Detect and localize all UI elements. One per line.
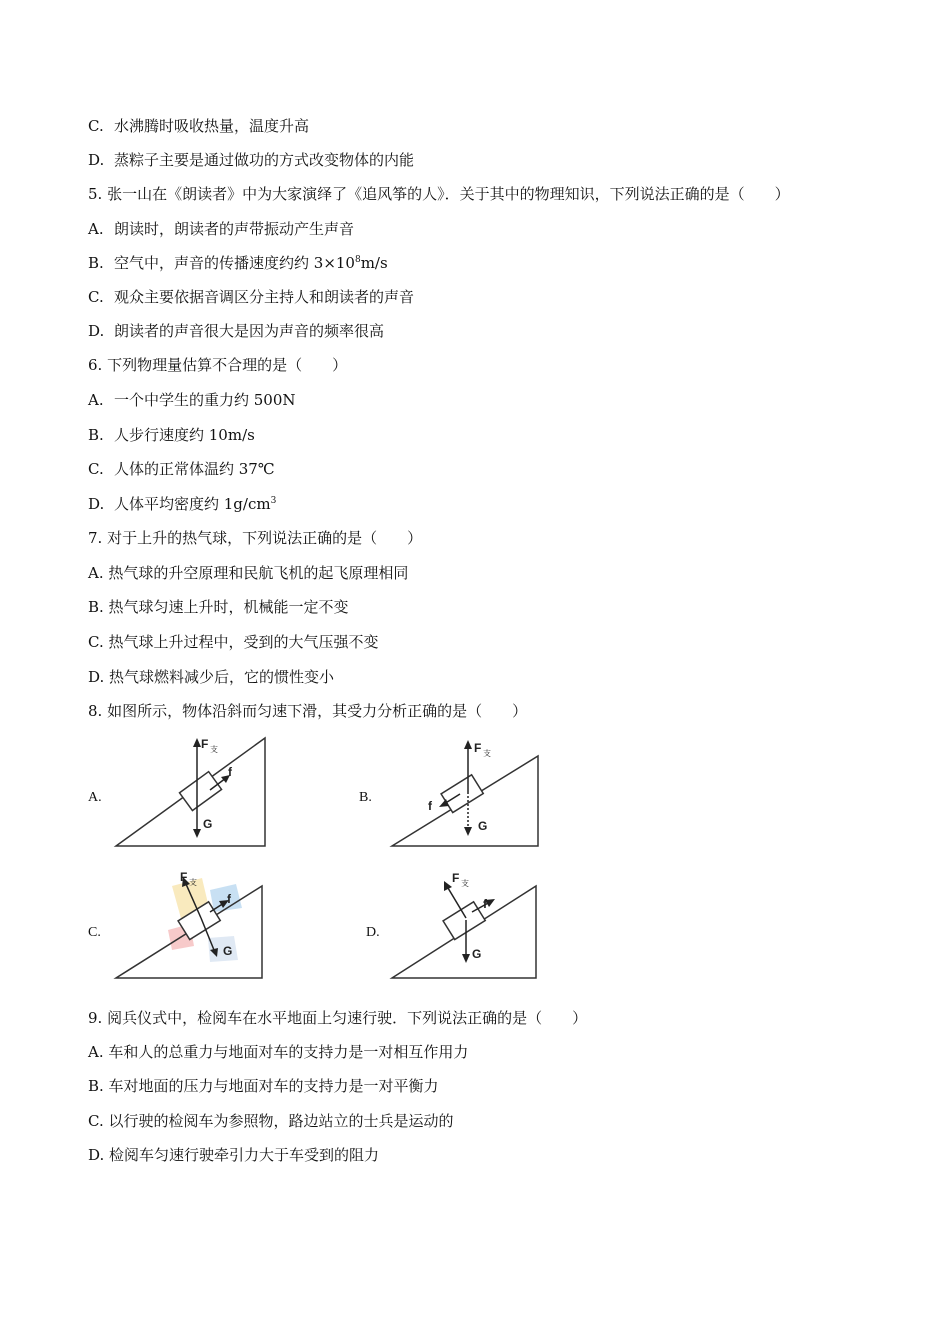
force-f-sub: 支 bbox=[189, 878, 197, 887]
block bbox=[441, 775, 483, 813]
option-d-prev: D. 蒸粽子主要是通过做功的方式改变物体的内能 bbox=[88, 151, 415, 169]
force-f-sub: 支 bbox=[210, 745, 218, 754]
force-small-f-label: f bbox=[227, 892, 231, 906]
force-g-label: G bbox=[223, 944, 233, 958]
q5-stem: 5. 张一山在《朗读者》中为大家演绎了《追风筝的人》．关于其中的物理知识，下列说法正确的是（ ） bbox=[88, 185, 790, 203]
force-f-label: F bbox=[474, 741, 482, 755]
q6-option-d: D. 人体平均密度约 $1g/cm^3$ bbox=[88, 495, 277, 513]
force-g-label: G bbox=[478, 819, 488, 833]
force-f-sub: 支 bbox=[461, 879, 469, 888]
q5-option-a: A. 朗读时，朗读者的声带振动产生声音 bbox=[88, 220, 355, 238]
q5-option-b: B. 空气中，声音的传播速度约约 $3\times 10^8m/s$ bbox=[88, 254, 388, 272]
q6-option-c: C. 人体的正常体温约 37℃ bbox=[88, 460, 275, 478]
force-g-label: G bbox=[472, 947, 482, 961]
force-f-sub: 支 bbox=[483, 749, 491, 758]
q9-option-d: D. 检阅车匀速行驶牵引力大于车受到的阻力 bbox=[88, 1146, 380, 1164]
q7-stem: 7. 对于上升的热气球，下列说法正确的是（ ） bbox=[88, 529, 423, 547]
fig-d-diagram bbox=[386, 866, 546, 984]
q5-option-c: C. 观众主要依据音调区分主持人和朗读者的声音 bbox=[88, 288, 415, 306]
q6-stem: 6. 下列物理量估算不合理的是（ ） bbox=[88, 356, 348, 374]
q9-option-b: B. 车对地面的压力与地面对车的支持力是一对平衡力 bbox=[88, 1077, 439, 1095]
force-small-f-label: f bbox=[483, 897, 487, 911]
fig-c-label: C. bbox=[88, 925, 101, 940]
q7-option-b: B. 热气球匀速上升时，机械能一定不变 bbox=[88, 598, 349, 616]
force-small-f-label: f bbox=[428, 799, 432, 813]
q9-option-c: C. 以行驶的检阅车为参照物，路边站立的士兵是运动的 bbox=[88, 1112, 454, 1130]
fig-a-diagram bbox=[110, 732, 270, 850]
fig-b-label: B. bbox=[359, 790, 372, 805]
option-c-prev: C. 水沸腾时吸收热量，温度升高 bbox=[88, 117, 310, 135]
q6-option-a: A. 一个中学生的重力约 500N bbox=[88, 391, 296, 409]
force-f-label: F bbox=[201, 737, 209, 751]
force-g-label: G bbox=[203, 817, 213, 831]
q9-option-a: A. 车和人的总重力与地面对车的支持力是一对相互作用力 bbox=[88, 1043, 469, 1061]
q7-option-c: C. 热气球上升过程中，受到的大气压强不变 bbox=[88, 633, 379, 651]
fig-a-label: A. bbox=[88, 790, 102, 805]
q7-option-d: D. 热气球燃料减少后，它的惯性变小 bbox=[88, 668, 335, 686]
force-f-label: F bbox=[180, 870, 188, 884]
block bbox=[180, 772, 222, 811]
fig-b-diagram bbox=[386, 732, 546, 850]
q8-stem: 8. 如图所示，物体沿斜而匀速下滑，其受力分析正确的是（ ） bbox=[88, 702, 528, 720]
fig-d-label: D. bbox=[366, 925, 380, 940]
q5-option-d: D. 朗读者的声音很大是因为声音的频率很高 bbox=[88, 322, 385, 340]
q9-stem: 9. 阅兵仪式中，检阅车在水平地面上匀速行驶．下列说法正确的是（ ） bbox=[88, 1009, 588, 1027]
q6-option-b: B. 人步行速度约 10m/s bbox=[88, 426, 255, 444]
fig-c-diagram bbox=[110, 866, 270, 984]
force-f-label: F bbox=[452, 871, 460, 885]
q7-option-a: A. 热气球的升空原理和民航飞机的起飞原理相同 bbox=[88, 564, 409, 582]
force-small-f-label: f bbox=[228, 765, 232, 779]
